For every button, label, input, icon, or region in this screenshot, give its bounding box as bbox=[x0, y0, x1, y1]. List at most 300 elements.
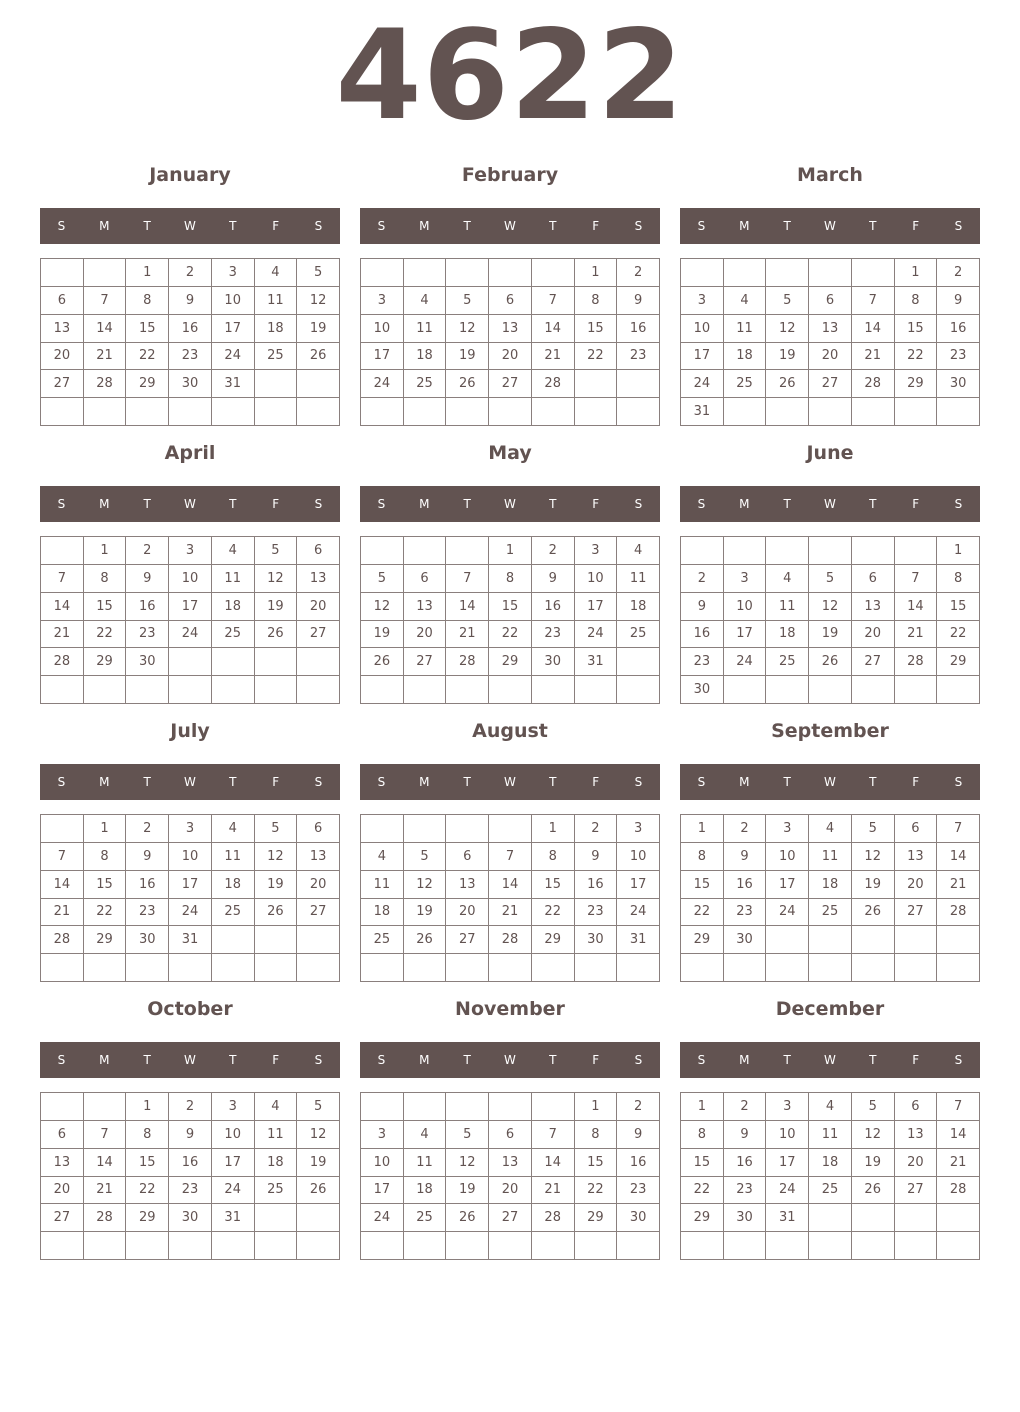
day-cell: 3 bbox=[617, 815, 660, 843]
empty-day-cell bbox=[255, 954, 298, 982]
empty-day-cell bbox=[297, 926, 340, 954]
empty-day-cell bbox=[297, 398, 340, 426]
day-cell: 2 bbox=[575, 815, 618, 843]
weekday-label: F bbox=[272, 497, 280, 511]
day-cell: 21 bbox=[84, 343, 127, 371]
day-cell: 30 bbox=[681, 676, 724, 704]
empty-day-cell bbox=[617, 954, 660, 982]
month-name: June bbox=[806, 442, 854, 464]
day-cell: 26 bbox=[297, 343, 340, 371]
empty-day-cell bbox=[297, 954, 340, 982]
day-cell: 16 bbox=[575, 871, 618, 899]
empty-day-cell bbox=[532, 954, 575, 982]
weekday-label: F bbox=[912, 1053, 920, 1067]
day-cell: 27 bbox=[297, 621, 340, 649]
day-cell: 10 bbox=[169, 843, 212, 871]
day-cell: 23 bbox=[937, 343, 980, 371]
day-cell: 15 bbox=[895, 315, 938, 343]
day-cell: 5 bbox=[446, 1121, 489, 1149]
weekday-label: S bbox=[954, 775, 963, 789]
weekday-label: S bbox=[954, 219, 963, 233]
day-cell: 28 bbox=[41, 926, 84, 954]
weekday-header bbox=[360, 1042, 660, 1078]
month-name: May bbox=[488, 442, 532, 464]
day-cell: 11 bbox=[766, 593, 809, 621]
day-cell: 5 bbox=[255, 815, 298, 843]
day-cell: 9 bbox=[169, 1121, 212, 1149]
day-cell: 11 bbox=[809, 843, 852, 871]
day-cell: 28 bbox=[937, 1177, 980, 1205]
day-cell: 30 bbox=[724, 926, 767, 954]
day-grid bbox=[680, 258, 980, 426]
weekday-label: M bbox=[99, 497, 110, 511]
day-cell: 13 bbox=[489, 1149, 532, 1177]
day-cell: 21 bbox=[41, 899, 84, 927]
weekday-label: F bbox=[272, 775, 280, 789]
day-cell: 11 bbox=[404, 315, 447, 343]
empty-day-cell bbox=[41, 259, 84, 287]
day-cell: 15 bbox=[681, 1149, 724, 1177]
empty-day-cell bbox=[446, 1232, 489, 1260]
day-cell: 15 bbox=[126, 315, 169, 343]
day-cell: 28 bbox=[84, 1204, 127, 1232]
day-cell: 5 bbox=[297, 1093, 340, 1121]
day-cell: 14 bbox=[84, 315, 127, 343]
weekday-label: S bbox=[57, 775, 66, 789]
empty-day-cell bbox=[681, 1232, 724, 1260]
day-cell: 9 bbox=[681, 593, 724, 621]
day-cell: 4 bbox=[724, 287, 767, 315]
day-cell: 7 bbox=[532, 287, 575, 315]
weekday-label: S bbox=[697, 497, 706, 511]
empty-day-cell bbox=[766, 926, 809, 954]
day-cell: 29 bbox=[489, 648, 532, 676]
empty-day-cell bbox=[852, 1204, 895, 1232]
day-cell: 19 bbox=[809, 621, 852, 649]
empty-day-cell bbox=[41, 676, 84, 704]
empty-day-cell bbox=[809, 398, 852, 426]
day-cell: 27 bbox=[809, 370, 852, 398]
empty-day-cell bbox=[575, 676, 618, 704]
empty-day-cell bbox=[404, 1232, 447, 1260]
day-cell: 15 bbox=[681, 871, 724, 899]
day-cell: 6 bbox=[297, 815, 340, 843]
weekday-label: M bbox=[419, 1053, 430, 1067]
day-cell: 22 bbox=[937, 621, 980, 649]
day-cell: 27 bbox=[404, 648, 447, 676]
day-grid bbox=[40, 258, 340, 426]
day-cell: 12 bbox=[255, 843, 298, 871]
empty-day-cell bbox=[532, 259, 575, 287]
day-cell: 6 bbox=[489, 1121, 532, 1149]
day-cell: 14 bbox=[895, 593, 938, 621]
day-cell: 3 bbox=[361, 1121, 404, 1149]
day-cell: 16 bbox=[126, 593, 169, 621]
day-cell: 2 bbox=[532, 537, 575, 565]
day-cell: 25 bbox=[255, 343, 298, 371]
empty-day-cell bbox=[404, 398, 447, 426]
day-cell: 6 bbox=[809, 287, 852, 315]
day-cell: 21 bbox=[532, 343, 575, 371]
day-cell: 9 bbox=[532, 565, 575, 593]
weekday-label: T bbox=[463, 1053, 471, 1067]
day-cell: 28 bbox=[937, 899, 980, 927]
empty-day-cell bbox=[212, 398, 255, 426]
day-cell: 4 bbox=[255, 1093, 298, 1121]
day-cell: 7 bbox=[41, 843, 84, 871]
day-cell: 1 bbox=[84, 815, 127, 843]
day-cell: 9 bbox=[724, 843, 767, 871]
day-cell: 31 bbox=[766, 1204, 809, 1232]
day-cell: 2 bbox=[724, 1093, 767, 1121]
day-cell: 10 bbox=[212, 287, 255, 315]
empty-day-cell bbox=[532, 1232, 575, 1260]
weekday-label: S bbox=[634, 1053, 643, 1067]
empty-day-cell bbox=[361, 537, 404, 565]
day-cell: 6 bbox=[41, 1121, 84, 1149]
weekday-label: W bbox=[824, 497, 836, 511]
weekday-label: T bbox=[143, 775, 151, 789]
empty-day-cell bbox=[212, 676, 255, 704]
day-cell: 11 bbox=[255, 287, 298, 315]
day-cell: 22 bbox=[681, 1177, 724, 1205]
day-cell: 14 bbox=[489, 871, 532, 899]
day-cell: 12 bbox=[809, 593, 852, 621]
day-cell: 23 bbox=[724, 899, 767, 927]
day-cell: 25 bbox=[212, 621, 255, 649]
empty-day-cell bbox=[575, 370, 618, 398]
empty-day-cell bbox=[937, 398, 980, 426]
day-cell: 27 bbox=[489, 370, 532, 398]
day-cell: 15 bbox=[126, 1149, 169, 1177]
empty-day-cell bbox=[852, 926, 895, 954]
weekday-label: M bbox=[739, 1053, 750, 1067]
weekday-label: M bbox=[419, 219, 430, 233]
day-cell: 23 bbox=[532, 621, 575, 649]
weekday-label: T bbox=[869, 1053, 877, 1067]
empty-day-cell bbox=[169, 648, 212, 676]
day-cell: 3 bbox=[681, 287, 724, 315]
empty-day-cell bbox=[895, 676, 938, 704]
day-cell: 9 bbox=[617, 287, 660, 315]
empty-day-cell bbox=[532, 676, 575, 704]
day-cell: 13 bbox=[489, 315, 532, 343]
empty-day-cell bbox=[126, 676, 169, 704]
empty-day-cell bbox=[84, 954, 127, 982]
day-cell: 29 bbox=[126, 1204, 169, 1232]
day-cell: 22 bbox=[126, 1177, 169, 1205]
empty-day-cell bbox=[809, 676, 852, 704]
day-cell: 27 bbox=[297, 899, 340, 927]
empty-day-cell bbox=[809, 954, 852, 982]
day-cell: 21 bbox=[937, 1149, 980, 1177]
day-cell: 10 bbox=[724, 593, 767, 621]
day-cell: 24 bbox=[617, 899, 660, 927]
day-cell: 2 bbox=[126, 537, 169, 565]
day-cell: 9 bbox=[724, 1121, 767, 1149]
day-cell: 2 bbox=[617, 1093, 660, 1121]
weekday-label: T bbox=[463, 219, 471, 233]
day-grid bbox=[360, 814, 660, 982]
day-cell: 10 bbox=[169, 565, 212, 593]
day-cell: 29 bbox=[126, 370, 169, 398]
day-cell: 10 bbox=[617, 843, 660, 871]
day-cell: 23 bbox=[617, 343, 660, 371]
day-grid bbox=[360, 258, 660, 426]
day-cell: 29 bbox=[937, 648, 980, 676]
weekday-label: F bbox=[912, 775, 920, 789]
empty-day-cell bbox=[724, 676, 767, 704]
day-cell: 19 bbox=[361, 621, 404, 649]
day-grid bbox=[40, 1092, 340, 1260]
day-cell: 3 bbox=[724, 565, 767, 593]
empty-day-cell bbox=[489, 1093, 532, 1121]
empty-day-cell bbox=[169, 398, 212, 426]
month-name: March bbox=[797, 164, 863, 186]
month-name: September bbox=[771, 720, 889, 742]
day-cell: 20 bbox=[809, 343, 852, 371]
day-cell: 17 bbox=[169, 593, 212, 621]
weekday-label: S bbox=[634, 497, 643, 511]
day-cell: 18 bbox=[404, 343, 447, 371]
day-cell: 4 bbox=[404, 1121, 447, 1149]
weekday-label: M bbox=[739, 775, 750, 789]
weekday-label: F bbox=[592, 1053, 600, 1067]
day-grid bbox=[40, 536, 340, 704]
day-cell: 31 bbox=[169, 926, 212, 954]
day-cell: 23 bbox=[126, 621, 169, 649]
weekday-label: T bbox=[783, 219, 791, 233]
day-cell: 24 bbox=[169, 621, 212, 649]
empty-day-cell bbox=[852, 676, 895, 704]
day-cell: 26 bbox=[446, 370, 489, 398]
day-cell: 16 bbox=[681, 621, 724, 649]
empty-day-cell bbox=[84, 1232, 127, 1260]
day-cell: 24 bbox=[724, 648, 767, 676]
empty-day-cell bbox=[126, 398, 169, 426]
day-grid bbox=[360, 1092, 660, 1260]
day-cell: 29 bbox=[895, 370, 938, 398]
day-cell: 12 bbox=[297, 1121, 340, 1149]
empty-day-cell bbox=[895, 537, 938, 565]
weekday-label: M bbox=[739, 497, 750, 511]
day-cell: 28 bbox=[84, 370, 127, 398]
empty-day-cell bbox=[404, 815, 447, 843]
day-cell: 1 bbox=[532, 815, 575, 843]
day-cell: 12 bbox=[361, 593, 404, 621]
day-cell: 28 bbox=[895, 648, 938, 676]
day-cell: 17 bbox=[724, 621, 767, 649]
empty-day-cell bbox=[489, 954, 532, 982]
weekday-header bbox=[360, 764, 660, 800]
day-cell: 20 bbox=[297, 593, 340, 621]
weekday-label: F bbox=[592, 497, 600, 511]
day-cell: 25 bbox=[404, 1204, 447, 1232]
day-cell: 3 bbox=[361, 287, 404, 315]
weekday-label: M bbox=[99, 219, 110, 233]
empty-day-cell bbox=[681, 954, 724, 982]
empty-day-cell bbox=[361, 954, 404, 982]
day-cell: 16 bbox=[617, 1149, 660, 1177]
weekday-label: T bbox=[463, 775, 471, 789]
day-cell: 3 bbox=[766, 1093, 809, 1121]
weekday-header bbox=[680, 764, 980, 800]
day-cell: 28 bbox=[41, 648, 84, 676]
day-cell: 6 bbox=[404, 565, 447, 593]
weekday-header bbox=[680, 208, 980, 244]
weekday-label: W bbox=[504, 497, 516, 511]
empty-day-cell bbox=[169, 676, 212, 704]
empty-day-cell bbox=[361, 1093, 404, 1121]
day-cell: 17 bbox=[681, 343, 724, 371]
empty-day-cell bbox=[489, 259, 532, 287]
empty-day-cell bbox=[255, 1204, 298, 1232]
weekday-label: M bbox=[99, 775, 110, 789]
day-cell: 1 bbox=[681, 1093, 724, 1121]
day-cell: 12 bbox=[255, 565, 298, 593]
empty-day-cell bbox=[617, 370, 660, 398]
empty-day-cell bbox=[766, 1232, 809, 1260]
weekday-header bbox=[40, 486, 340, 522]
day-cell: 19 bbox=[852, 871, 895, 899]
day-cell: 31 bbox=[575, 648, 618, 676]
day-cell: 10 bbox=[361, 1149, 404, 1177]
day-cell: 12 bbox=[766, 315, 809, 343]
empty-day-cell bbox=[446, 398, 489, 426]
day-cell: 24 bbox=[361, 1204, 404, 1232]
day-cell: 26 bbox=[766, 370, 809, 398]
empty-day-cell bbox=[297, 1204, 340, 1232]
empty-day-cell bbox=[255, 676, 298, 704]
empty-day-cell bbox=[361, 259, 404, 287]
weekday-label: T bbox=[869, 219, 877, 233]
empty-day-cell bbox=[681, 259, 724, 287]
day-cell: 9 bbox=[126, 843, 169, 871]
weekday-header bbox=[360, 486, 660, 522]
empty-day-cell bbox=[489, 815, 532, 843]
day-cell: 25 bbox=[404, 370, 447, 398]
day-cell: 29 bbox=[84, 926, 127, 954]
day-cell: 3 bbox=[766, 815, 809, 843]
day-cell: 21 bbox=[489, 899, 532, 927]
empty-day-cell bbox=[446, 954, 489, 982]
day-cell: 26 bbox=[361, 648, 404, 676]
weekday-label: S bbox=[57, 1053, 66, 1067]
day-cell: 26 bbox=[809, 648, 852, 676]
day-cell: 5 bbox=[361, 565, 404, 593]
day-cell: 3 bbox=[169, 815, 212, 843]
day-cell: 16 bbox=[169, 315, 212, 343]
day-cell: 13 bbox=[895, 1121, 938, 1149]
day-cell: 31 bbox=[212, 1204, 255, 1232]
day-cell: 4 bbox=[617, 537, 660, 565]
empty-day-cell bbox=[724, 259, 767, 287]
day-cell: 25 bbox=[766, 648, 809, 676]
empty-day-cell bbox=[446, 537, 489, 565]
day-cell: 8 bbox=[575, 1121, 618, 1149]
weekday-label: T bbox=[463, 497, 471, 511]
day-cell: 5 bbox=[852, 1093, 895, 1121]
empty-day-cell bbox=[895, 1204, 938, 1232]
day-cell: 18 bbox=[766, 621, 809, 649]
day-cell: 9 bbox=[617, 1121, 660, 1149]
day-cell: 17 bbox=[766, 1149, 809, 1177]
empty-day-cell bbox=[766, 676, 809, 704]
day-cell: 14 bbox=[446, 593, 489, 621]
day-cell: 26 bbox=[852, 1177, 895, 1205]
empty-day-cell bbox=[575, 398, 618, 426]
day-cell: 4 bbox=[766, 565, 809, 593]
empty-day-cell bbox=[766, 398, 809, 426]
day-cell: 20 bbox=[852, 621, 895, 649]
day-cell: 18 bbox=[255, 315, 298, 343]
day-cell: 24 bbox=[766, 899, 809, 927]
weekday-label: T bbox=[229, 497, 237, 511]
weekday-label: F bbox=[592, 775, 600, 789]
day-cell: 30 bbox=[532, 648, 575, 676]
empty-day-cell bbox=[297, 648, 340, 676]
day-cell: 20 bbox=[297, 871, 340, 899]
day-cell: 16 bbox=[532, 593, 575, 621]
day-cell: 18 bbox=[809, 871, 852, 899]
day-cell: 22 bbox=[575, 343, 618, 371]
month-name: October bbox=[147, 998, 233, 1020]
empty-day-cell bbox=[404, 537, 447, 565]
empty-day-cell bbox=[575, 1232, 618, 1260]
day-cell: 1 bbox=[575, 259, 618, 287]
weekday-label: M bbox=[419, 497, 430, 511]
day-cell: 29 bbox=[532, 926, 575, 954]
day-cell: 7 bbox=[895, 565, 938, 593]
day-cell: 11 bbox=[255, 1121, 298, 1149]
weekday-label: F bbox=[272, 1053, 280, 1067]
day-cell: 13 bbox=[41, 1149, 84, 1177]
day-cell: 15 bbox=[532, 871, 575, 899]
day-cell: 23 bbox=[617, 1177, 660, 1205]
day-cell: 25 bbox=[617, 621, 660, 649]
day-cell: 8 bbox=[126, 1121, 169, 1149]
day-cell: 7 bbox=[489, 843, 532, 871]
day-cell: 11 bbox=[617, 565, 660, 593]
day-cell: 8 bbox=[126, 287, 169, 315]
day-cell: 7 bbox=[446, 565, 489, 593]
day-cell: 13 bbox=[404, 593, 447, 621]
empty-day-cell bbox=[809, 1232, 852, 1260]
day-cell: 12 bbox=[404, 871, 447, 899]
day-cell: 24 bbox=[169, 899, 212, 927]
weekday-label: S bbox=[377, 1053, 386, 1067]
day-cell: 9 bbox=[126, 565, 169, 593]
empty-day-cell bbox=[575, 954, 618, 982]
empty-day-cell bbox=[361, 676, 404, 704]
empty-day-cell bbox=[895, 926, 938, 954]
day-cell: 15 bbox=[84, 593, 127, 621]
empty-day-cell bbox=[766, 954, 809, 982]
day-cell: 18 bbox=[724, 343, 767, 371]
weekday-label: W bbox=[184, 219, 196, 233]
empty-day-cell bbox=[852, 1232, 895, 1260]
day-cell: 30 bbox=[575, 926, 618, 954]
day-cell: 16 bbox=[724, 871, 767, 899]
day-cell: 5 bbox=[446, 287, 489, 315]
day-cell: 25 bbox=[809, 899, 852, 927]
day-cell: 13 bbox=[41, 315, 84, 343]
day-cell: 30 bbox=[724, 1204, 767, 1232]
day-cell: 24 bbox=[361, 370, 404, 398]
day-cell: 26 bbox=[446, 1204, 489, 1232]
day-cell: 19 bbox=[297, 315, 340, 343]
weekday-label: W bbox=[824, 219, 836, 233]
